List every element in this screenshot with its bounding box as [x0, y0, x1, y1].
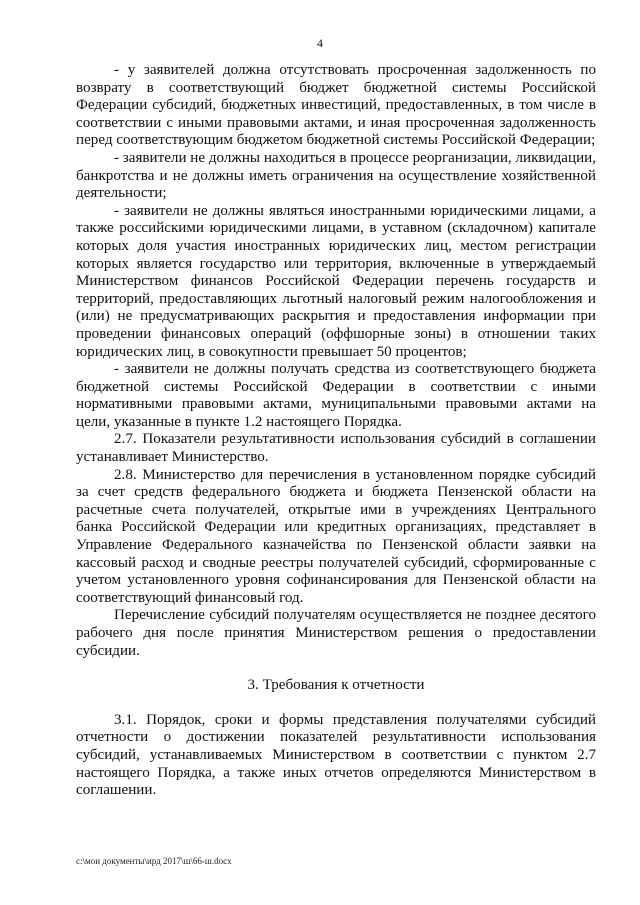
file-path-footer: c:\мои документы\ирд 2017\ш\66-ш.docx [76, 856, 232, 866]
paragraph-no-debt: - у заявителей должна отсутствовать просроченная задолженность по возврату в соответствующий бюджет бюджетной системы Российской Федерации субсидий, бюджетных инвестиций, предоставленных, в том числе в соответствии с иными правовыми актами, и иная просроченная задолженность перед соответствующим бюджетом бюджетной системы Российской Федерации; [76, 62, 596, 149]
section-heading: 3. Требования к отчетности [247, 677, 425, 694]
paragraph-no-other-funds: - заявители не должны получать средства из соответствующего бюджета бюджетной системы Российской Федерации в соответствии с иными нормативными правовыми актами, муниципальными правовыми актами на цели, указанные в пункте 1.2 настоящего Порядка. [76, 361, 596, 430]
paragraph-transfer-deadline: Перечисление субсидий получателям осуществляется не позднее десятого рабочего дня после принятия Министерством решения о предоставлении субсидии. [76, 607, 596, 659]
paragraph-no-foreign-entities: - заявители не должны являться иностранными юридическими лицами, а также российскими юридическими лицами, в уставном (складочном) капитале которых доля участия иностранных юридических лиц, местом регистрации которых является государство или территория, включенные в утверждаемый Министерством финансов Российской Федерации перечень государств и территорий, предоставляющих льготный налоговый режим налогообложения и (или) не предусматривающих раскрытия и предоставления информации при проведении финансовых операций (оффшорные зоны) в отношении таких юридических лиц, в совокупности превышает 50 процентов; [76, 202, 596, 360]
paragraph-no-reorganization: - заявители не должны находиться в процессе реорганизации, ликвидации, банкротства и не должны иметь ограничения на осуществление хозяйственной деятельности; [76, 149, 596, 202]
page-number: 4 [317, 36, 323, 50]
paragraph-2-8: 2.8. Министерство для перечисления в установленном порядке субсидий за счет средств федерального бюджета и бюджета Пензенской области на расчетные счета получателей, открытые ими в учреждениях Центрального банка Российской Федерации или кредитных организациях, представляет в Управление Федерального казначейства по Пензенской области заявки на кассовый расход и сводные реестры получателей субсидий, сформированные с учетом установленного уровня софинансирования для Пензенской области на соответствующий финансовый год. [76, 466, 596, 606]
paragraph-3-1: 3.1. Порядок, сроки и формы представления получателями субсидий отчетности о достижении показателей результативности использования субсидий, устанавливаемых Министерством в соответствии с пунктом 2.7 настоящего Порядка, а также иных отчетов определяются Министерством в соглашении. [76, 711, 596, 799]
document-body [76, 62, 596, 800]
paragraph-2-7: 2.7. Показатели результативности использования субсидий в соглашении устанавливает Министерство. [76, 431, 596, 466]
